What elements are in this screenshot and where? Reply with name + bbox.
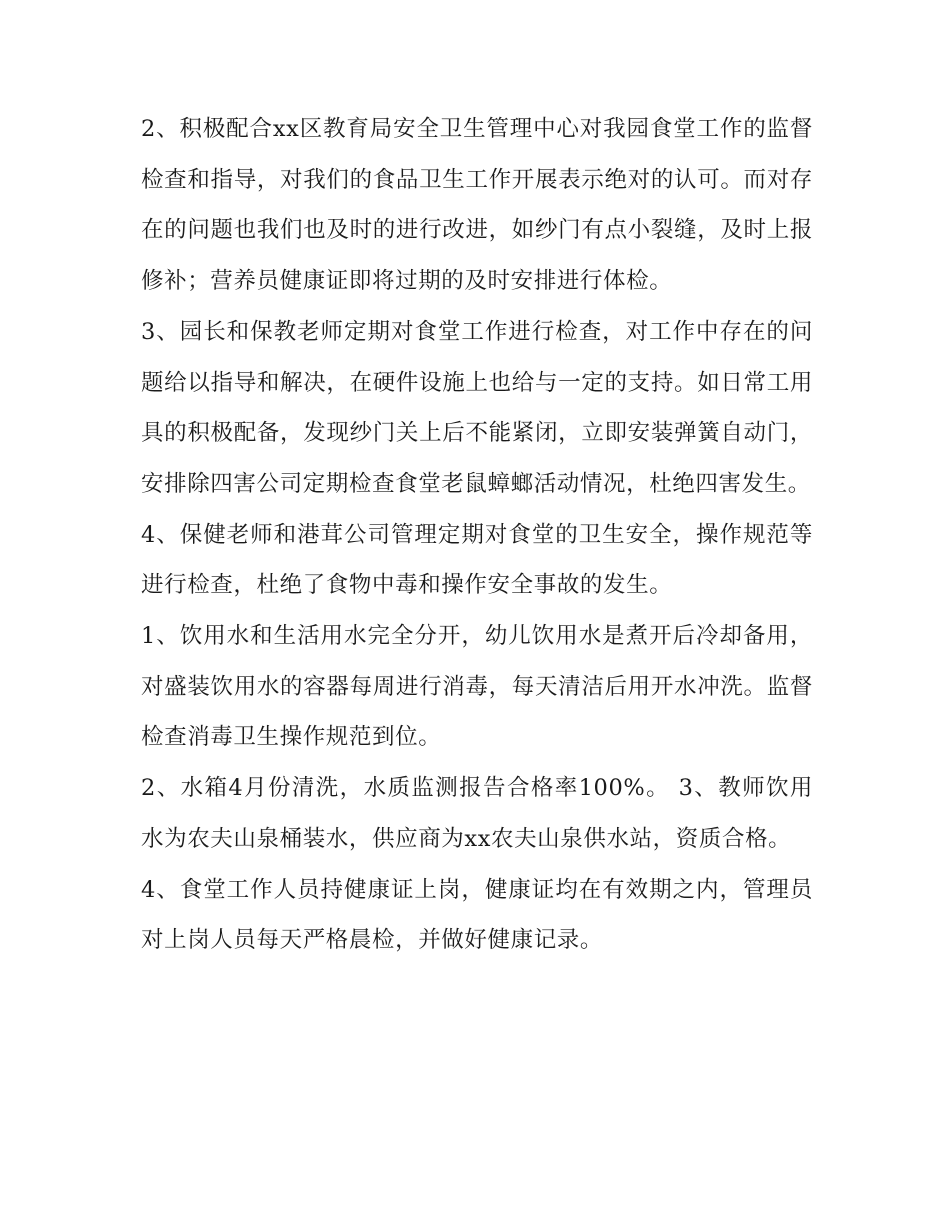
paragraph-water-tank: 2、水箱4月份清洗，水质监测报告合格率100%。 3、教师饮用水为农夫山泉桶装水，供应商为xx农夫山泉供水站，资质合格。 bbox=[141, 775, 813, 852]
paragraph-drinking-water: 1、饮用水和生活用水完全分开，幼儿饮用水是煮开后冷却备用，对盛装饮用水的容器每周进行消毒，每天清洁后用开水冲洗。监督检查消毒卫生操作规范到位。 bbox=[141, 623, 813, 751]
document-body bbox=[141, 104, 813, 966]
paragraph-canteen-supervision: 2、积极配合xx区教育局安全卫生管理中心对我园食堂工作的监督检查和指导，对我们的食品卫生工作开展表示绝对的认可。而对存在的问题也我们也及时的进行改进，如纱门有点小裂缝，及时上报修补；营养员健康证即将过期的及时安排进行体检。 bbox=[141, 116, 813, 295]
paragraph-staff-health-certificate: 4、食堂工作人员持健康证上岗，健康证均在有效期之内，管理员对上岗人员每天严格晨检，并做好健康记录。 bbox=[141, 876, 813, 954]
paragraph-director-inspection: 3、园长和保教老师定期对食堂工作进行检查，对工作中存在的问题给以指导和解决，在硬件设施上也给与一定的支持。如日常工用具的积极配备，发现纱门关上后不能紧闭，立即安装弹簧自动门，安排除四害公司定期检查食堂老鼠蟑螂活动情况，杜绝四害发生。 bbox=[141, 318, 813, 497]
paragraph-health-teacher-inspection: 4、保健老师和港茸公司管理定期对食堂的卫生安全，操作规范等进行检查，杜绝了食物中毒和操作安全事故的发生。 bbox=[141, 521, 813, 599]
